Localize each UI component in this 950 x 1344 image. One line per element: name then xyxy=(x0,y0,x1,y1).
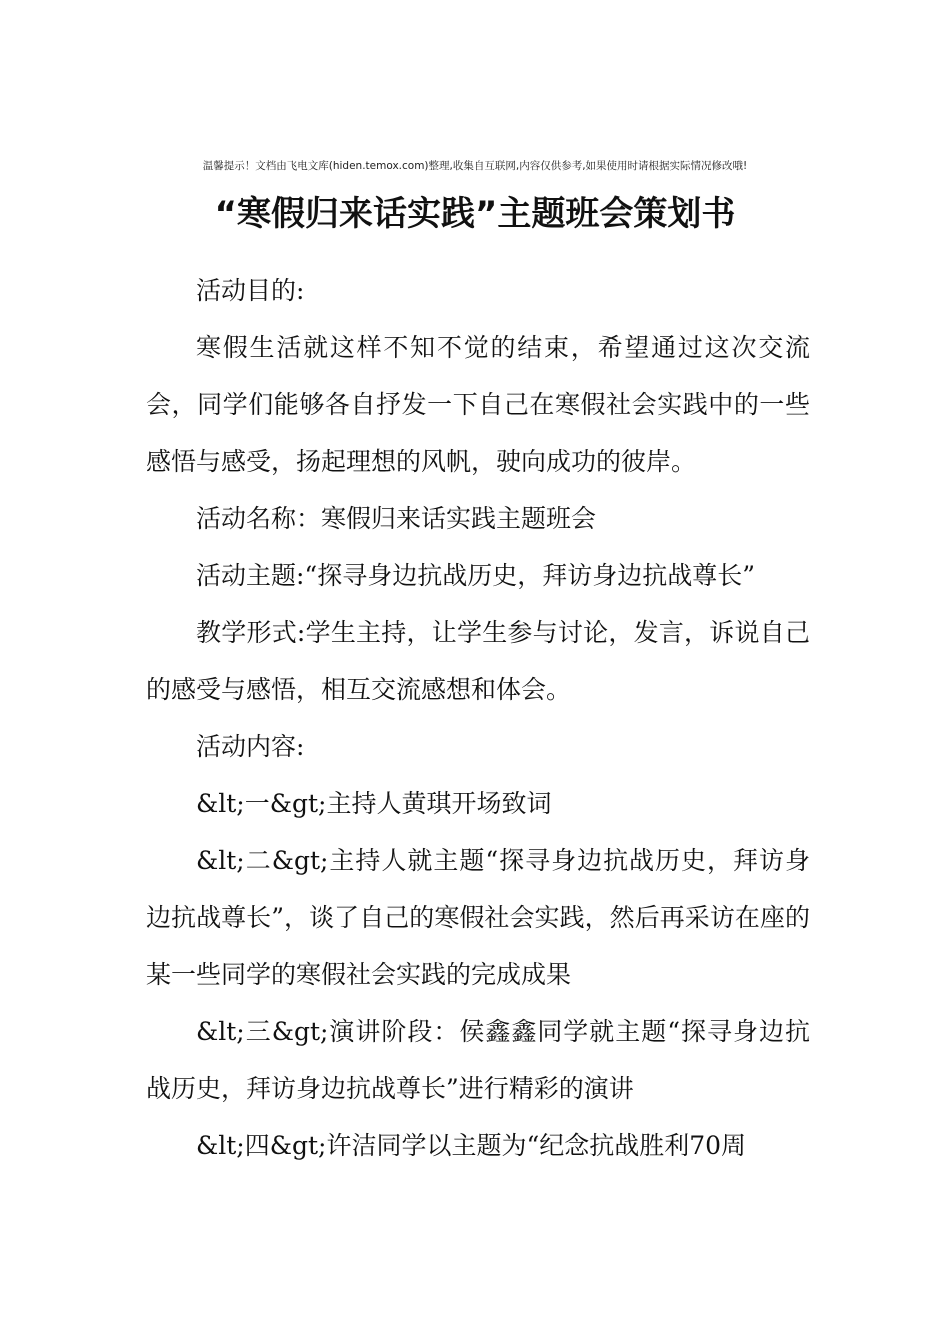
document-title: “寒假归来话实践”主题班会策划书 xyxy=(214,194,736,234)
paragraph-item-4: &lt;四&gt;许洁同学以主题为“纪念抗战胜利70周 xyxy=(196,1131,747,1160)
paragraph-item-2: &lt;二&gt;主持人就主题“探寻身边抗战历史，拜访身边抗战尊长”，谈了自己的寒假社会实践，然后再采访在座的某一些同学的寒假社会实践的完成成果 xyxy=(146,846,810,989)
paragraph-purpose-text: 寒假生活就这样不知不觉的结束，希望通过这次交流会，同学们能够各自抒发一下自己在寒假社会实践中的一些感悟与感受，扬起理想的风帆，驶向成功的彼岸。 xyxy=(146,333,810,476)
paragraph-content-heading: 活动内容: xyxy=(196,732,305,761)
paragraph-item-3: &lt;三&gt;演讲阶段：侯鑫鑫同学就主题“探寻身边抗战历史，拜访身边抗战尊长”进行精彩的演讲 xyxy=(146,1017,810,1103)
header-notice: 温馨提示！文档由飞电文库(hiden.temox.com)整理,收集自互联网,内容仅供参考,如果使用时请根据实际情况修改哦! xyxy=(202,160,748,172)
paragraph-purpose-heading: 活动目的: xyxy=(196,276,305,305)
document-body xyxy=(146,262,810,1174)
paragraph-activity-theme: 活动主题:“探寻身边抗战历史，拜访身边抗战尊长” xyxy=(196,561,755,590)
paragraph-item-1: &lt;一&gt;主持人黄琪开场致词 xyxy=(196,789,552,818)
paragraph-teaching-form: 教学形式:学生主持，让学生参与讨论，发言，诉说自己的感受与感悟，相互交流感想和体会。 xyxy=(146,618,810,704)
paragraph-activity-name: 活动名称：寒假归来话实践主题班会 xyxy=(196,504,597,533)
